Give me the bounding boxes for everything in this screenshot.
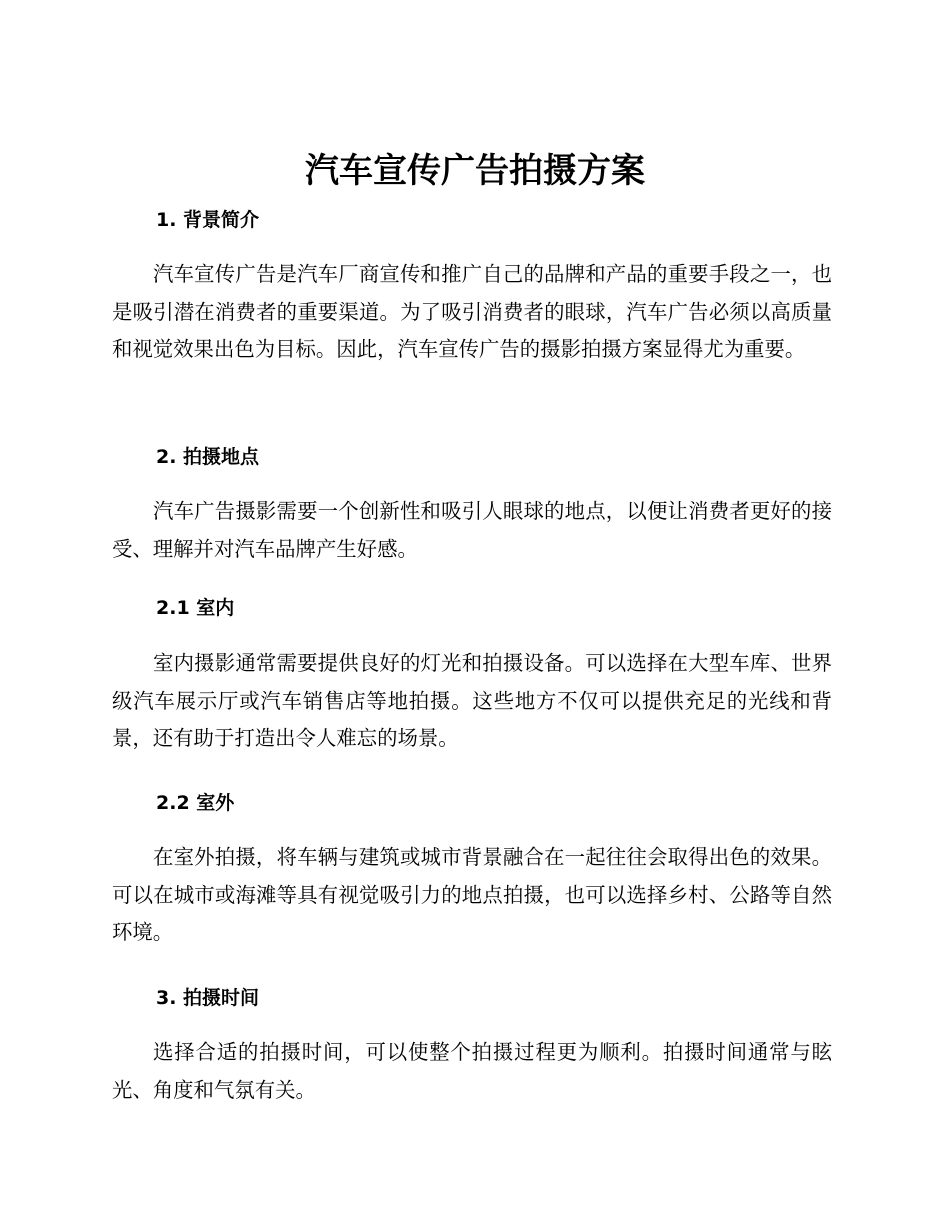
section-heading-outdoor: 2.2 室外 — [156, 792, 235, 814]
section-paragraph-background: 汽车宣传广告是汽车厂商宣传和推广自己的品牌和产品的重要手段之一，也是吸引潜在消费者的重要渠道。为了吸引消费者的眼球，汽车广告必须以高质量和视觉效果出色为目标。因此，汽车宣传广告的摄影拍摄方案显得尤为重要。 — [112, 262, 832, 361]
section-paragraph-outdoor: 在室外拍摄，将车辆与建筑或城市背景融合在一起往往会取得出色的效果。可以在城市或海滩等具有视觉吸引力的地点拍摄，也可以选择乡村、公路等自然环境。 — [112, 845, 832, 944]
section-paragraph-indoor: 室内摄影通常需要提供良好的灯光和拍摄设备。可以选择在大型车库、世界级汽车展示厅或汽车销售店等地拍摄。这些地方不仅可以提供充足的光线和背景，还有助于打造出令人难忘的场景。 — [112, 651, 832, 750]
document-title: 汽车宣传广告拍摄方案 — [305, 151, 645, 191]
section-heading-time: 3. 拍摄时间 — [156, 987, 260, 1009]
section-paragraph-location: 汽车广告摄影需要一个创新性和吸引人眼球的地点，以便让消费者更好的接受、理解并对汽车品牌产生好感。 — [112, 499, 832, 561]
section-heading-background: 1. 背景简介 — [156, 209, 260, 231]
section-paragraph-time: 选择合适的拍摄时间，可以使整个拍摄过程更为顺利。拍摄时间通常与眩光、角度和气氛有关。 — [112, 1040, 832, 1102]
section-heading-location: 2. 拍摄地点 — [156, 446, 260, 468]
section-heading-indoor: 2.1 室内 — [156, 597, 235, 619]
